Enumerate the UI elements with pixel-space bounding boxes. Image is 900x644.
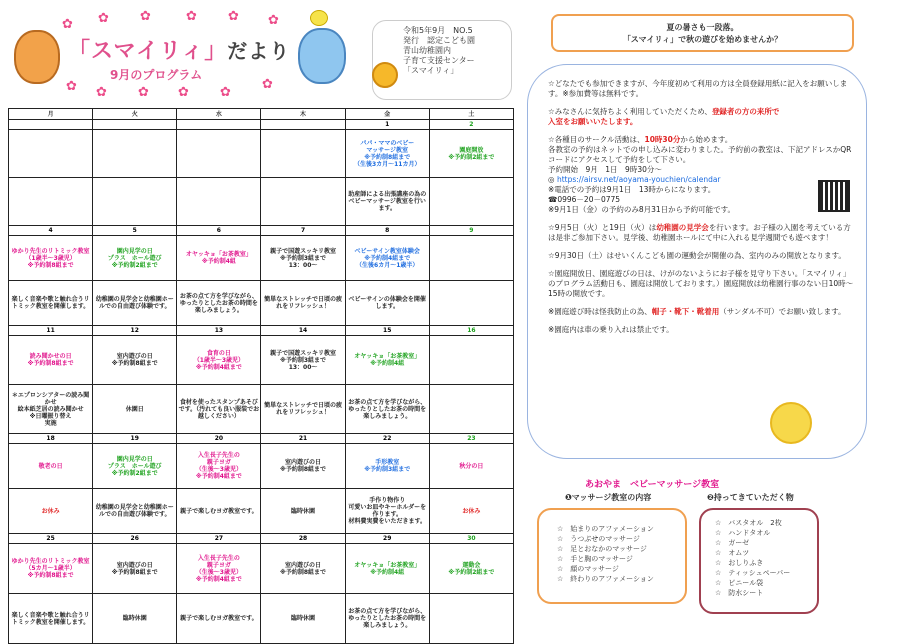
event-line: ※予約制8組まで xyxy=(111,568,158,576)
massage-content-list xyxy=(537,508,687,604)
event-cell xyxy=(177,336,261,385)
flower-icon: ✿ xyxy=(98,11,109,26)
date-cell: 23 xyxy=(429,434,513,444)
event-line: ※予約制8組まで xyxy=(27,360,74,367)
event-line: ※予約制3組まで xyxy=(280,356,327,364)
event-line: 秋分の日 xyxy=(459,462,484,470)
note-row xyxy=(9,178,514,226)
weekday-tue: 火 xyxy=(93,109,177,120)
event-line: オヤッキョ「お茶教室」 xyxy=(354,353,421,360)
notice-panel xyxy=(527,64,867,459)
event-cell xyxy=(429,336,513,385)
event-line: （生後3カ月～11カ月） xyxy=(353,160,421,168)
note-row xyxy=(9,385,514,434)
notice-reservation: ☆各種目のサークル活動は、10時30分から始めます。 各教室の予約はネットでの申し込みに変わりました。予約前の教室は、下記アドレスかQRコードにアクセスして予約をして下さい。 予約開始 9月 1日 9時30分～ ◎ https://airsv.net/aoyama-youchien/calendar ※電話での予約は9月1日 13時からになります。 ☎0996－20－0775 ※9月1日（金）の予約のみ8月31日から予約可能です。 xyxy=(548,135,852,214)
event-line: ※予約制8組まで xyxy=(280,568,327,576)
list-item: ☆ 手と胸のマッサージ xyxy=(557,555,633,563)
publisher-info xyxy=(372,20,512,100)
date-cell: 30 xyxy=(429,534,513,544)
date-cell: 18 xyxy=(9,434,93,444)
event-line: 入生長子先生の xyxy=(197,554,240,562)
event-line: ※予約制8組まで xyxy=(27,261,74,269)
note-cell xyxy=(429,594,513,644)
reservation-link[interactable]: https://airsv.net/aoyama-youchien/calendar xyxy=(556,175,721,184)
date-cell: 20 xyxy=(177,434,261,444)
note-cell: 親子で楽しむヨガ教室です。 xyxy=(177,489,261,534)
event-cell xyxy=(93,130,177,178)
note-cell: 幼稚園の見学会と幼稚園ホールでの自由遊び体験です。 xyxy=(93,489,177,534)
date-cell: 11 xyxy=(9,326,93,336)
event-row xyxy=(9,544,514,594)
event-cell xyxy=(93,336,177,385)
notice-tour: ☆9月5日（火）と19日（火）は幼稚園の見学会を行います。お子様の入園を考えている方は是非ご参加下さい。見学後、幼稚園ホールにて中に入れる見学週間でも遊べます！ xyxy=(548,223,851,242)
flower-icon: ✿ xyxy=(186,9,197,24)
list-item: ☆ おしりふき xyxy=(715,559,764,567)
note-cell: 臨時休園 xyxy=(93,594,177,644)
note-cell: 手作り物作り 可愛いお皿やキーホルダーを作ります。 材料費実費をいただきます。 xyxy=(345,489,429,534)
date-cell: 8 xyxy=(345,226,429,236)
event-line: 13：00～ xyxy=(288,261,318,269)
info-line: 子育て支援センター xyxy=(403,56,475,65)
event-line: ベビーサイン教室体験会 xyxy=(354,247,420,255)
event-line: （5カ月～1歳半） xyxy=(25,565,76,572)
date-cell: 9 xyxy=(429,226,513,236)
event-line: ※予約制4組まで xyxy=(364,254,411,262)
event-line: 運動会 xyxy=(462,561,481,569)
event-line: ゆかり先生のリトミック教室 xyxy=(11,247,90,255)
date-cell: 27 xyxy=(177,534,261,544)
event-line: （生後～3歳児） xyxy=(195,568,242,576)
flower-icon: ✿ xyxy=(268,13,279,28)
note-cell: 幼稚園の見学会と幼稚園ホールでの自由遊び体験です。 xyxy=(93,281,177,326)
event-cell xyxy=(261,444,345,489)
list-item: ☆ うつぶせのマッサージ xyxy=(557,535,640,543)
date-cell xyxy=(9,120,93,130)
note-cell xyxy=(429,281,513,326)
event-line: ※予約制8組まで xyxy=(111,360,158,367)
event-cell xyxy=(177,236,261,281)
note-cell xyxy=(177,178,261,226)
event-line: ※予約制4組まで xyxy=(195,363,242,371)
event-line: プラス ホール遊び xyxy=(107,462,162,470)
info-line: 令和5年9月 NO.5 xyxy=(403,26,473,35)
event-cell xyxy=(345,444,429,489)
date-cell xyxy=(93,120,177,130)
note-cell: 親子で楽しむヨガ教室です。 xyxy=(177,594,261,644)
event-line: ※予約制2組まで xyxy=(111,261,158,269)
program-subtitle: 9月のプログラム xyxy=(110,68,203,82)
date-cell: 26 xyxy=(93,534,177,544)
date-cell: 1 xyxy=(345,120,429,130)
flower-icon: ✿ xyxy=(228,9,239,24)
date-cell: 5 xyxy=(93,226,177,236)
event-line: 室内遊びの日 xyxy=(116,353,153,360)
event-row xyxy=(9,130,514,178)
note-cell: ＊エプロンシアターの読み聞かせ 絵本紙芝居の読み聞かせ ※日曜振り替え 実施 xyxy=(9,385,93,434)
event-line: ※予約制4組まで xyxy=(195,473,242,480)
event-cell xyxy=(345,130,429,178)
flower-icon: ✿ xyxy=(66,79,77,94)
event-cell xyxy=(177,544,261,594)
note-cell: お休み xyxy=(9,489,93,534)
list-item: ☆ バスタオル 2枚 xyxy=(715,519,782,527)
notice-parking: ※園庭内は車の乗り入れは禁止です。 xyxy=(548,325,674,334)
note-cell: 休園日 xyxy=(93,385,177,434)
event-cell xyxy=(345,544,429,594)
weekday-wed: 水 xyxy=(177,109,261,120)
event-line: ※予約制8組まで xyxy=(364,153,411,161)
event-line: 親子ヨガ xyxy=(206,459,231,466)
event-line: オヤッキョ「お茶教室」 xyxy=(185,251,252,258)
list-item: ☆ 防水シート xyxy=(715,589,764,597)
event-line: 園内見学の日 xyxy=(116,247,153,255)
date-cell xyxy=(261,120,345,130)
event-cell xyxy=(261,130,345,178)
list-item: ☆ オムツ xyxy=(715,549,750,557)
note-cell: 簡単なストレッチで日頃の疲れをリフレッシュ！ xyxy=(261,385,345,434)
weekday-header-row xyxy=(9,109,514,120)
event-row xyxy=(9,444,514,489)
list-item: ☆ 終わりのアファメーション xyxy=(557,575,654,583)
notice-registration: ☆どなたでも参加できますが、今年度初めて利用の方は全員登録用紙に記入をお願いします。※参加費等は無料です。 xyxy=(548,79,848,98)
chick-icon xyxy=(310,10,328,26)
date-cell: 28 xyxy=(261,534,345,544)
event-line: 食育の日 xyxy=(206,349,231,357)
newsletter-title: 「スマイリィ」だより xyxy=(68,39,291,64)
date-row xyxy=(9,534,514,544)
info-line: 青山幼稚園内 xyxy=(403,46,451,55)
event-cell xyxy=(261,544,345,594)
event-cell xyxy=(429,444,513,489)
elephant-mascot-icon xyxy=(298,28,346,84)
list-item: ☆ 顔のマッサージ xyxy=(557,565,619,573)
headline-box xyxy=(551,14,854,52)
bring-items-heading: ❷持ってきていただく物 xyxy=(707,493,794,502)
event-cell xyxy=(9,130,93,178)
event-row xyxy=(9,236,514,281)
event-line: パパ・ママのベビー xyxy=(360,139,415,147)
date-cell: 13 xyxy=(177,326,261,336)
note-cell: 楽しく音楽や歌と触れ合うリトミック教室を開催します。 xyxy=(9,281,93,326)
list-item: ☆ ガーゼ xyxy=(715,539,750,547)
event-cell xyxy=(345,336,429,385)
sunflower-icon xyxy=(372,62,398,88)
event-cell xyxy=(345,236,429,281)
event-line: ※予約制2組まで xyxy=(111,469,158,477)
event-line: ※予約制2組まで xyxy=(448,568,495,576)
flower-icon: ✿ xyxy=(138,85,149,100)
program-calendar xyxy=(8,108,514,644)
date-row xyxy=(9,226,514,236)
list-item: ☆ ティッシュペーパー xyxy=(715,569,791,577)
event-line: ゆかり先生のリトミック教室 xyxy=(11,558,90,565)
event-line: ※予約制4組まで xyxy=(195,575,242,583)
list-item: ☆ 足とおなかのマッサージ xyxy=(557,545,647,553)
event-line: （1歳半～3歳児） xyxy=(193,356,245,364)
info-line: 「スマイリィ」 xyxy=(403,66,459,75)
event-line: 親子で国遊スッキリ教室 xyxy=(270,349,337,357)
event-cell xyxy=(177,130,261,178)
weekday-mon: 月 xyxy=(9,109,93,120)
date-cell: 15 xyxy=(345,326,429,336)
date-cell xyxy=(177,120,261,130)
massage-content-heading: ❶マッサージ教室の内容 xyxy=(565,493,652,502)
date-cell: 7 xyxy=(261,226,345,236)
note-cell xyxy=(261,178,345,226)
event-line: ※予約制4組 xyxy=(370,360,405,367)
event-cell xyxy=(261,236,345,281)
note-cell xyxy=(93,178,177,226)
event-line: 入生長子先生の xyxy=(197,452,240,459)
weekday-sat: 土 xyxy=(429,109,513,120)
note-cell: 簡単なストレッチで日頃の疲れをリフレッシュ！ xyxy=(261,281,345,326)
headline-line-2: 「スマイリィ」で秋の遊びを始めませんか？ xyxy=(622,35,783,44)
note-cell: お茶の点て方を学びながら、ゆったりとしたお茶の時間を楽しみましょう。 xyxy=(177,281,261,326)
headline-line-1: 夏の暑さも一段落。 xyxy=(666,23,739,32)
note-cell: 助産師による出張講座の為のベビーマッサージ教室を行います。 xyxy=(345,178,429,226)
event-cell xyxy=(177,444,261,489)
event-line: ※予約制8組まで xyxy=(27,572,74,579)
squirrel-mascot-icon xyxy=(14,30,60,84)
massage-class-title: あおやま ベビーマッサージ教室 xyxy=(585,480,720,490)
weekday-thu: 木 xyxy=(261,109,345,120)
event-line: 園内見学の日 xyxy=(116,455,153,463)
flower-icon: ✿ xyxy=(62,17,73,32)
notice-dress: ※園庭遊び時は怪我防止の為、帽子・靴下・靴着用（サンダル不可）でお願い致します。 xyxy=(548,307,846,316)
date-cell: 14 xyxy=(261,326,345,336)
event-line: オヤッキョ「お茶教室」 xyxy=(354,561,421,569)
note-cell xyxy=(429,385,513,434)
list-item: ☆ 始まりのアファメーション xyxy=(557,525,654,533)
event-line: 読み聞かせの日 xyxy=(29,353,72,360)
date-cell: 21 xyxy=(261,434,345,444)
date-cell: 2 xyxy=(429,120,513,130)
event-line: 手形教室 xyxy=(375,459,400,466)
list-item: ☆ ビニール袋 xyxy=(715,579,764,587)
note-cell xyxy=(429,178,513,226)
event-line: 園庭開放 xyxy=(459,146,484,154)
date-cell: 6 xyxy=(177,226,261,236)
flower-icon: ✿ xyxy=(178,85,189,100)
note-cell: 食材を使ったスタンプあそびです。（汚れても良い服装でお越しください） xyxy=(177,385,261,434)
event-cell xyxy=(429,130,513,178)
event-line: 室内遊びの日 xyxy=(285,561,322,569)
note-row xyxy=(9,281,514,326)
event-line: （1歳半～3歳児） xyxy=(25,254,76,262)
event-line: 室内遊びの日 xyxy=(116,561,153,569)
event-row xyxy=(9,336,514,385)
note-cell: お休み xyxy=(429,489,513,534)
notice-entry: ☆みなさんに気持ちよく利用していただくため、登録者の方の来所で 入室をお願いいたします。 xyxy=(548,107,780,126)
event-line: 敬老の日 xyxy=(38,462,63,470)
note-row xyxy=(9,594,514,644)
event-line: ※予約制4組 xyxy=(370,568,405,576)
note-cell: 楽しく音楽や歌と触れ合うリトミック教室を開催します。 xyxy=(9,594,93,644)
event-cell xyxy=(93,544,177,594)
note-row xyxy=(9,489,514,534)
flower-icon: ✿ xyxy=(140,9,151,24)
event-cell xyxy=(9,444,93,489)
event-line: マッサージ教室 xyxy=(366,146,409,154)
date-row xyxy=(9,120,514,130)
info-line: 発行 認定こども園 xyxy=(403,36,475,45)
event-cell xyxy=(9,544,93,594)
bring-items-list xyxy=(699,508,819,614)
notice-sports-day: ☆9月30日（土）はせいくんこども園の運動会が開催の為、室内のみの開放となります。 xyxy=(548,251,846,260)
qr-code-icon[interactable] xyxy=(818,180,850,212)
flower-icon: ✿ xyxy=(262,77,273,92)
event-cell xyxy=(261,336,345,385)
event-line: ※予約制4組 xyxy=(201,258,236,265)
event-line: 室内遊びの日 xyxy=(285,459,322,466)
flower-icon: ✿ xyxy=(220,85,231,100)
event-line: ※予約制8組まで xyxy=(280,466,327,473)
event-line: 13：00～ xyxy=(288,363,318,371)
event-cell xyxy=(93,236,177,281)
moon-icon xyxy=(770,402,812,444)
event-line: ※予約制3組まで xyxy=(364,466,411,473)
event-line: （生後～3歳児） xyxy=(195,466,242,473)
date-cell: 12 xyxy=(93,326,177,336)
date-cell: 22 xyxy=(345,434,429,444)
weekday-fri: 金 xyxy=(345,109,429,120)
note-cell: 臨時休園 xyxy=(261,594,345,644)
note-cell: ベビーサインの体験会を開催します。 xyxy=(345,281,429,326)
note-cell xyxy=(9,178,93,226)
event-line: 親子ヨガ xyxy=(206,561,231,569)
date-cell: 25 xyxy=(9,534,93,544)
note-cell: 臨時休園 xyxy=(261,489,345,534)
date-row xyxy=(9,434,514,444)
date-cell: 19 xyxy=(93,434,177,444)
date-cell: 4 xyxy=(9,226,93,236)
event-cell xyxy=(93,444,177,489)
notice-yard: ☆園庭開放日、園庭遊びの日は、けがのないようにお子様を見守り下さい。「スマイリィ」のプログラム活動日も、園庭は開放しております。）園庭開放は幼稚園行事のない日10時～15時の開放です。 xyxy=(548,269,854,298)
event-line: プラス ホール遊び xyxy=(107,254,162,262)
flower-icon: ✿ xyxy=(96,85,107,100)
date-cell: 16 xyxy=(429,326,513,336)
event-cell xyxy=(9,236,93,281)
list-item: ☆ ハンドタオル xyxy=(715,529,771,537)
event-line: ※予約制3組まで xyxy=(280,254,327,262)
event-line: 親子で国遊スッキリ教室 xyxy=(270,247,337,255)
event-cell xyxy=(429,236,513,281)
event-cell xyxy=(429,544,513,594)
date-cell: 29 xyxy=(345,534,429,544)
date-row xyxy=(9,326,514,336)
event-line: （生後6カ月～1歳半） xyxy=(356,261,419,269)
event-cell xyxy=(9,336,93,385)
note-cell: お茶の点て方を学びながら、ゆったりとしたお茶の時間を楽しみましょう。 xyxy=(345,594,429,644)
note-cell: お茶の点て方を学びながら、ゆったりとしたお茶の時間を楽しみましょう。 xyxy=(345,385,429,434)
event-line: ※予約制2組まで xyxy=(448,153,495,161)
